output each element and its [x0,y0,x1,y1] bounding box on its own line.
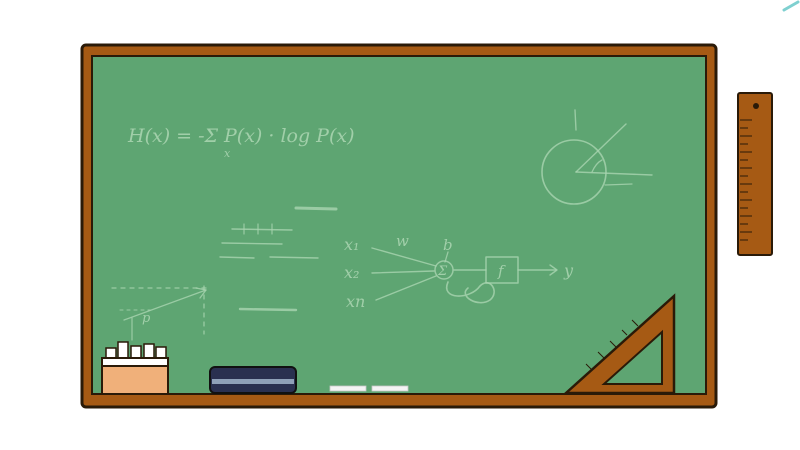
chalk-stick-top [784,2,798,10]
neuron-bias: b [443,236,453,254]
neuron-weight: w [396,232,409,250]
neuron-activation: f [498,262,504,280]
vector-point-label: p [142,311,151,326]
sum-index-label: x [224,147,231,160]
neuron-input-n: xn [346,292,366,311]
chalk-box [102,342,168,394]
neuron-input-2: x₂ [344,263,360,282]
blackboard-surface [92,56,706,394]
neuron-sum-symbol: Σ [438,264,448,279]
chalk-dash [296,208,336,209]
ruler [738,93,772,255]
board-eraser [210,367,296,393]
entropy-formula-text: H(x) = -Σ P(x) · log P(x) [128,125,355,147]
neuron-input-1: x₁ [344,235,360,254]
neuron-output: y [564,261,574,280]
